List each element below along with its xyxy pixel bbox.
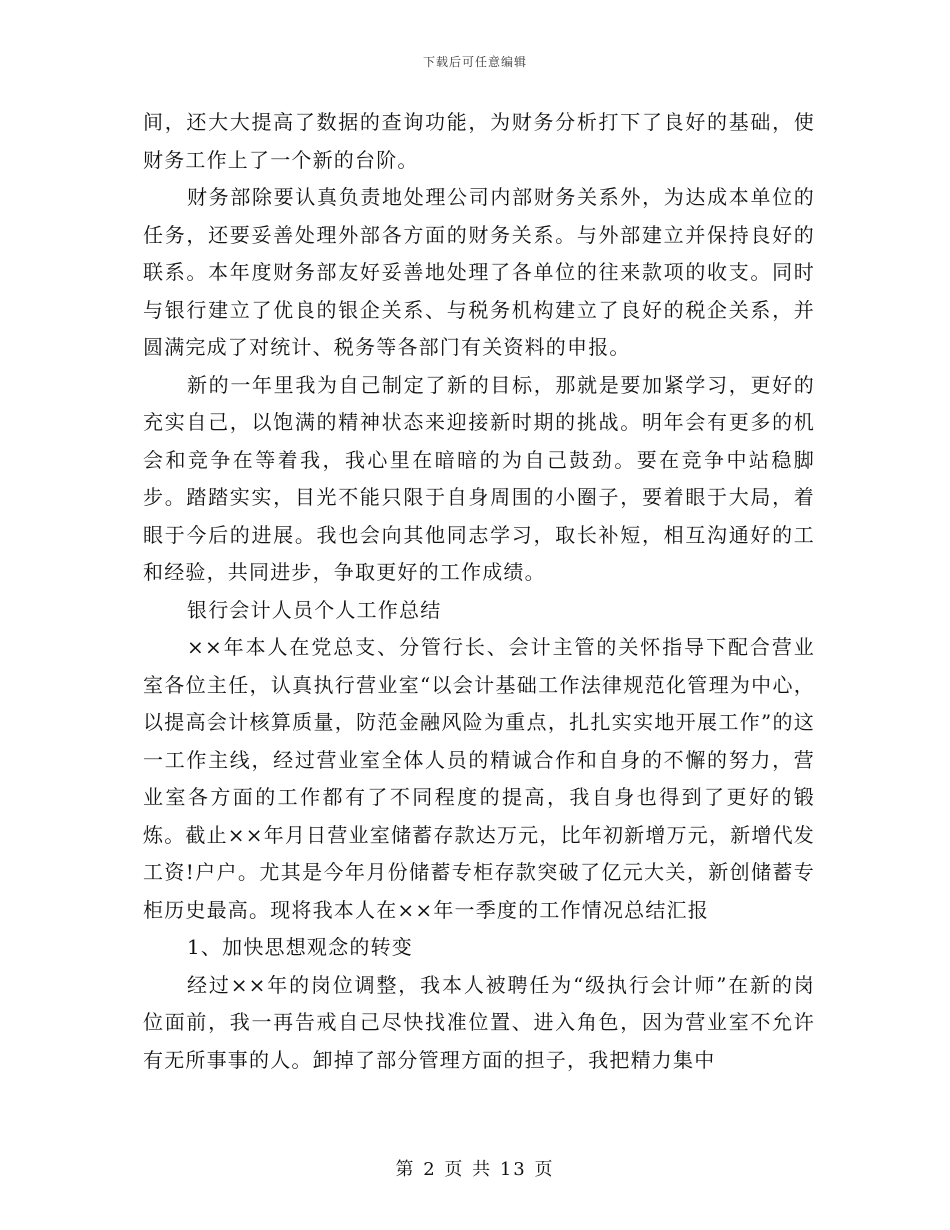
page-header: 下载后可任意编辑 [422, 55, 527, 69]
paragraph-position-change: 经过××年的岗位调整，我本人被聘任为“级执行会计师”在新的岗位面前，我一再告戒自己尽快找准位置、进入角色，因为营业室不允许有无所事事的人。卸掉了部分管理方面的担子，我把精力集中 [143, 972, 815, 1072]
paragraph-finance-relations: 财务部除要认真负责地处理公司内部财务关系外，为达成本单位的任务，还要妥善处理外部各方面的财务关系。与外部建立并保持良好的联系。本年度财务部友好妥善地处理了各单位的往来款项的收支。同时与银行建立了优良的银企关系、与税务机构建立了良好的税企关系，并圆满完成了对统计、税务等各部门有关资料的申报。 [143, 185, 815, 359]
page-footer: 第 2 页 共 13 页 [395, 1159, 555, 1180]
paragraph-new-goals: 新的一年里我为自己制定了新的目标，那就是要加紧学习，更好的充实自己，以饱满的精神状态来迎接新时期的挑战。明年会有更多的机会和竞争在等着我，我心里在暗暗的为自己鼓劲。要在竞争中站稳脚步。踏踏实实，目光不能只限于自身周围的小圈子，要着眼于大局，着眼于今后的进展。我也会向其他同志学习，取长补短，相互沟通好的工和经验，共同进步，争取更好的工作成绩。 [143, 372, 815, 584]
paragraph-summary: ××年本人在党总支、分管行长、会计主管的关怀指导下配合营业室各位主任，认真执行营业室“以会计基础工作法律规范化管理为中心，以提高会计核算质量，防范金融风险为重点，扎扎实实地开展工作”的这一工作主线，经过营业室全体人员的精诚合作和自身的不懈的努力，营业室各方面的工作都有了不同程度的提高，我自身也得到了更好的锻炼。截止××年月日营业室储蓄存款达万元，比年初新增万元，新增代发工资!户户。尤其是今年月份储蓄专柜存款突破了亿元大关，新创储蓄专柜历史最高。现将我本人在××年一季度的工作情况总结汇报 [143, 635, 815, 922]
paragraph-continuation: 间，还大大提高了数据的查询功能，为财务分析打下了良好的基础，使财务工作上了一个新的台阶。 [143, 110, 815, 172]
section-title: 银行会计人员个人工作总结 [187, 597, 442, 622]
section-heading-1: 1、加快思想观念的转变 [187, 935, 413, 959]
document-body [143, 104, 815, 1079]
